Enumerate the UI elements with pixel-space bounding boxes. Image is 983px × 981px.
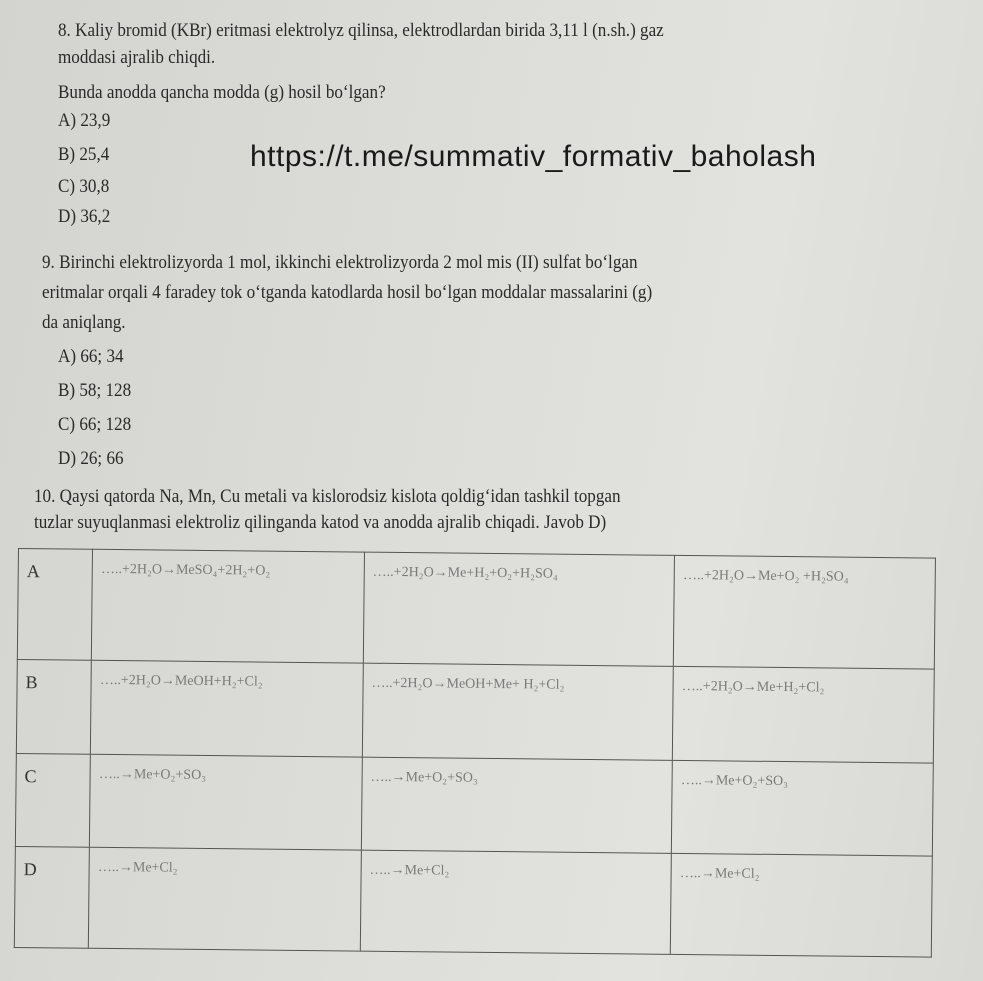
- q8-line1: 8. Kaliy bromid (KBr) eritmasi elektrolyz qilinsa, elektrodlardan birida 3,11 l (n.sh.) gaz: [58, 20, 664, 41]
- q9-line2: eritmalar orqali 4 faradey tok o‘tganda katodlarda hosil bo‘lgan moddalar massalarini (g): [42, 282, 653, 303]
- watermark: https://t.me/summativ_formativ_baholash: [250, 140, 817, 173]
- table-cell: …..+2H₂O→MeSO₄+2H₂+O₂: [92, 549, 365, 663]
- q8-line2: moddasi ajralib chiqdi.: [58, 47, 216, 68]
- q9-option-b: B) 58; 128: [58, 380, 132, 401]
- q8-option-b: B) 25,4: [58, 144, 110, 165]
- q9-option-d: D) 26; 66: [58, 448, 124, 469]
- row-label: A: [17, 549, 92, 661]
- table-row: [14, 846, 932, 957]
- q9-option-c: C) 66; 128: [58, 414, 132, 435]
- q9-line1: 9. Birinchi elektrolizyorda 1 mol, ikkinchi elektrolizyorda 2 mol mis (II) sulfat bo‘lgan: [42, 252, 638, 273]
- table-row: [15, 753, 933, 856]
- table-cell: …..→Me+Cl₂: [360, 850, 671, 955]
- row-label: D: [14, 846, 89, 948]
- table-cell: …..+2H₂O→Me+H₂+Cl₂: [673, 667, 935, 763]
- table-cell: …..+2H₂O→Me+H₂+O₂+H₂SO₄: [363, 552, 674, 667]
- table-cell: …..→Me+Cl₂: [89, 847, 362, 951]
- table-cell: …..→Me+O₂+SO₃: [361, 757, 672, 853]
- q10-line1: 10. Qaysi qatorda Na, Mn, Cu metali va kislorodsiz kislota qoldig‘idan tashkil topgan: [34, 486, 621, 507]
- table-row: [16, 660, 934, 763]
- table-cell: …..→Me+O₂+SO₃: [672, 760, 934, 856]
- table-row: [17, 549, 935, 670]
- table-cell: …..+2H₂O→Me+O₂ +H₂SO₄: [674, 555, 936, 669]
- q8-option-c: C) 30,8: [58, 176, 110, 197]
- q9-option-a: A) 66; 34: [58, 346, 124, 367]
- q10-line2: tuzlar suyuqlanmasi elektroliz qilinganda katod va anodda ajralib chiqadi. Javob D): [34, 512, 607, 533]
- table-cell: …..+2H₂O→MeOH+Me+ H₂+Cl₂: [362, 664, 673, 760]
- answer-table: [14, 548, 936, 958]
- table-cell: …..→Me+Cl₂: [671, 853, 933, 957]
- row-label: C: [15, 753, 90, 847]
- q8-option-a: A) 23,9: [58, 110, 111, 131]
- table-cell: …..→Me+O₂+SO₃: [90, 754, 363, 850]
- q8-question: Bunda anodda qancha modda (g) hosil bo‘lgan?: [58, 82, 386, 103]
- table-cell: …..+2H₂O→MeOH+H₂+Cl₂: [91, 661, 364, 757]
- q8-option-d: D) 36,2: [58, 206, 111, 227]
- row-label: B: [16, 660, 91, 754]
- q9-line3: da aniqlang.: [42, 312, 126, 333]
